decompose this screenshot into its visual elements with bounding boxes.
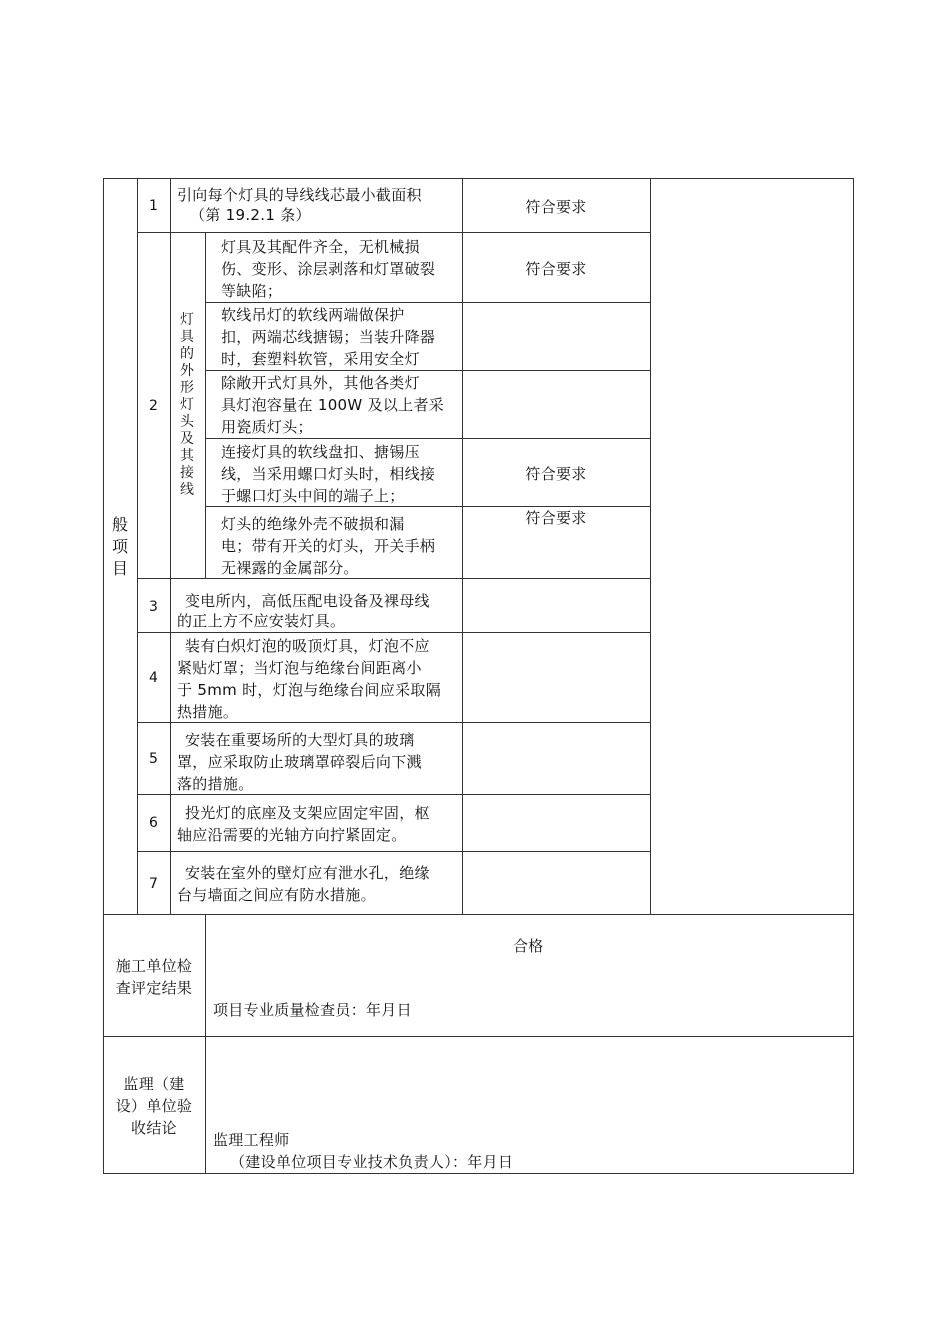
row-divider xyxy=(137,578,650,579)
col-divider xyxy=(170,178,171,914)
item-text: 引向每个灯具的导线线芯最小截面积 xyxy=(177,186,422,204)
sub-item-text: 时，套塑料软管，采用安全灯 xyxy=(221,350,420,368)
quality-inspector-line: 项目专业质量检查员：年月日 xyxy=(213,1001,412,1019)
item-text: 变电所内，高低压配电设备及裸母线 xyxy=(185,592,430,610)
row-divider xyxy=(205,438,650,439)
item-text: （第 19.2.1 条） xyxy=(190,206,311,224)
item-text: 的正上方不应安装灯具。 xyxy=(177,612,346,630)
item-text: 装有白炽灯泡的吸顶灯具，灯泡不应 xyxy=(185,637,430,655)
item-text: 于 5mm 时，灯泡与绝缘台间应采取隔 xyxy=(177,681,442,699)
col-divider xyxy=(650,178,651,914)
item-text: 热措施。 xyxy=(177,703,239,721)
row-number: 3 xyxy=(149,599,158,615)
sub-item-text: 无裸露的金属部分。 xyxy=(221,559,359,577)
construction-label: 查评定结果 xyxy=(115,979,193,997)
sub-item-text: 用瓷质灯头； xyxy=(221,418,313,436)
item-text: 安装在室外的壁灯应有泄水孔，绝缘 xyxy=(185,864,430,882)
supervision-label: 监理（建 xyxy=(123,1075,185,1093)
row-number: 5 xyxy=(149,751,158,767)
supervision-engineer: 监理工程师 xyxy=(213,1131,290,1149)
sub-item-text: 等缺陷； xyxy=(221,282,283,300)
item-text: 投光灯的底座及支架应固定牢固，枢 xyxy=(185,804,430,822)
item-text: 罩，应采取防止玻璃罩碎裂后向下溅 xyxy=(177,753,422,771)
sub-item-text: 具灯泡容量在 100W 及以上者采 xyxy=(221,396,445,414)
sub-item-result: 符合要求 xyxy=(525,260,587,278)
item-text: 落的措施。 xyxy=(177,775,254,793)
group-label: 灯具的外形灯头及其接线 xyxy=(180,312,194,498)
row-number: 1 xyxy=(149,198,158,214)
row-divider xyxy=(137,632,650,633)
row-number: 2 xyxy=(149,398,158,414)
sub-item-text: 线，当采用螺口灯头时，相线接 xyxy=(221,465,436,483)
row-number: 4 xyxy=(149,670,158,686)
col-divider xyxy=(462,178,463,914)
row-number: 6 xyxy=(149,815,158,831)
sub-item-result: 符合要求 xyxy=(525,509,587,527)
col-divider xyxy=(137,178,138,914)
col-divider xyxy=(205,914,206,1174)
row-divider xyxy=(205,370,650,371)
row-divider xyxy=(205,302,650,303)
sub-item-text: 灯具及其配件齐全，无机械损 xyxy=(221,238,420,256)
owner-representative-line: （建设单位项目专业技术负责人）：年月日 xyxy=(230,1153,514,1171)
item-text: 紧贴灯罩；当灯泡与绝缘台间距离小 xyxy=(177,659,422,677)
row-number: 7 xyxy=(149,876,158,892)
sub-item-text: 电；带有开关的灯头，开关手柄 xyxy=(221,537,436,555)
supervision-label: 收结论 xyxy=(131,1119,177,1137)
sub-item-text: 于螺口灯头中间的端子上； xyxy=(221,487,405,505)
row-divider xyxy=(137,232,650,233)
sub-item-text: 连接灯具的软线盘扣、搪锡压 xyxy=(221,443,420,461)
sub-item-text: 除敞开式灯具外，其他各类灯 xyxy=(221,374,420,392)
section-label: 般项目 xyxy=(111,515,128,578)
item-text: 轴应沿需要的光轴方向拧紧固定。 xyxy=(177,826,407,844)
construction-label: 施工单位检 xyxy=(115,957,193,975)
sub-item-text: 伤、变形、涂层剥落和灯罩破裂 xyxy=(221,260,436,278)
supervision-label: 设）单位验 xyxy=(115,1097,193,1115)
row-divider xyxy=(103,1036,854,1037)
item-text: 安装在重要场所的大型灯具的玻璃 xyxy=(185,731,415,749)
sub-item-text: 软线吊灯的软线两端做保护 xyxy=(221,306,405,324)
construction-result: 合格 xyxy=(513,937,544,955)
sub-item-text: 扣，两端芯线搪锡；当装升降器 xyxy=(221,328,436,346)
sub-item-result: 符合要求 xyxy=(525,465,587,483)
item-text: 台与墙面之间应有防水措施。 xyxy=(177,886,376,904)
col-divider xyxy=(205,232,206,578)
sub-item-text: 灯头的绝缘外壳不破损和漏 xyxy=(221,515,405,533)
row-divider xyxy=(103,914,854,915)
item-result: 符合要求 xyxy=(525,198,587,216)
row-divider xyxy=(137,851,650,852)
